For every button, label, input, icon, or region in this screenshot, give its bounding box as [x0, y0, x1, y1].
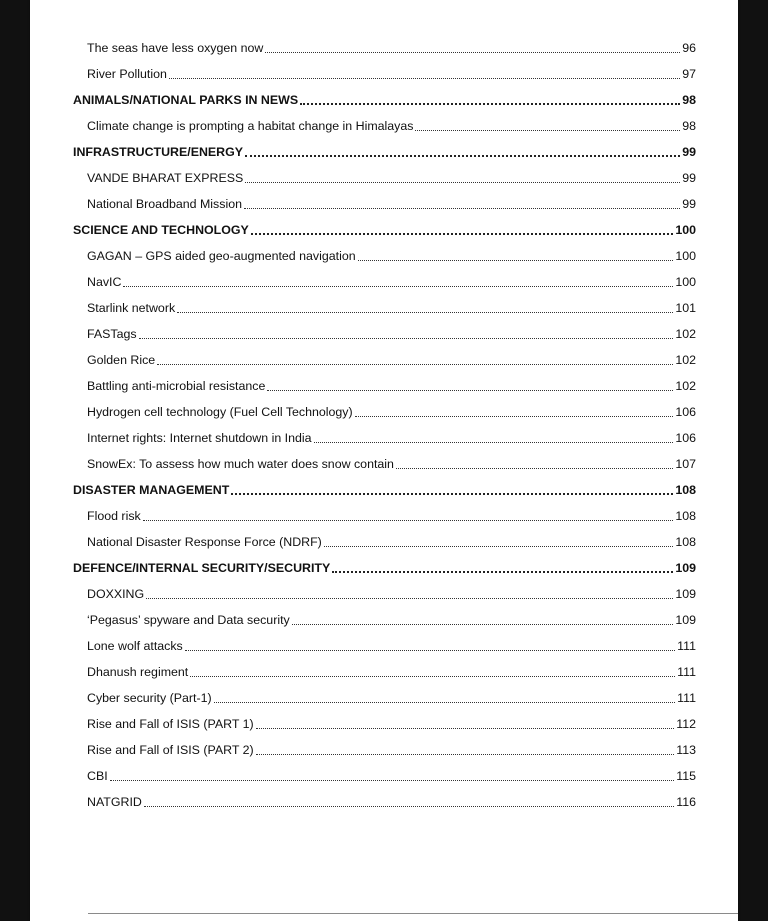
toc-entry[interactable]: [30, 269, 738, 295]
toc-entry[interactable]: [30, 633, 738, 659]
toc-page-number: 101: [675, 301, 696, 315]
dot-leader: [267, 389, 673, 391]
dot-leader: [358, 259, 674, 261]
toc-entry-title: Hydrogen cell technology (Fuel Cell Technology): [87, 405, 353, 419]
toc-page-number: 96: [682, 41, 696, 55]
toc-entry-title: SnowEx: To assess how much water does snow contain: [87, 457, 394, 471]
toc-entry[interactable]: [30, 191, 738, 217]
toc-entry[interactable]: [30, 113, 738, 139]
dot-leader: [139, 337, 674, 339]
toc-entry-title: DEFENCE/INTERNAL SECURITY/SECURITY: [73, 561, 331, 575]
toc-page-number: 108: [675, 483, 696, 497]
dot-leader: [396, 467, 673, 469]
toc-page-number: 102: [675, 379, 696, 393]
toc-page-number: 111: [677, 665, 696, 679]
dot-leader: [314, 441, 674, 443]
toc-entry-title: Rise and Fall of ISIS (PART 2): [87, 743, 254, 757]
dot-leader: [256, 753, 675, 755]
toc-page-number: 112: [676, 717, 696, 731]
toc-page-number: 102: [675, 353, 696, 367]
toc-entry-title: NATGRID: [87, 795, 142, 809]
toc-page-number: 111: [677, 691, 696, 705]
toc-entry[interactable]: [30, 373, 738, 399]
toc-entry-title: National Broadband Mission: [87, 197, 242, 211]
toc-page-number: 113: [676, 743, 696, 757]
toc-page-number: 97: [682, 67, 696, 81]
toc-entry-title: Climate change is prompting a habitat change in Himalayas: [87, 119, 414, 133]
toc-entry-title: Starlink network: [87, 301, 176, 315]
toc-entry-title: Dhanush regiment: [87, 665, 189, 679]
toc-section-heading[interactable]: [30, 217, 738, 243]
dot-leader: [110, 779, 675, 781]
toc-entry[interactable]: [30, 425, 738, 451]
toc-entry-title: DISASTER MANAGEMENT: [73, 483, 230, 497]
toc-entry-title: CBI: [87, 769, 108, 783]
dot-leader: [245, 181, 680, 183]
toc-page-number: 116: [676, 795, 696, 809]
toc-entry[interactable]: [30, 581, 738, 607]
toc-page-number: 100: [675, 275, 696, 289]
toc-page-number: 100: [675, 249, 696, 263]
dot-leader: [190, 675, 675, 677]
toc-page-number: 109: [675, 613, 696, 627]
toc-entry[interactable]: [30, 659, 738, 685]
toc-entry[interactable]: [30, 737, 738, 763]
toc-entry[interactable]: [30, 243, 738, 269]
toc-entry[interactable]: [30, 35, 738, 61]
toc-entry[interactable]: [30, 347, 738, 373]
toc-entry-title: VANDE BHARAT EXPRESS: [87, 171, 244, 185]
toc-page-number: 99: [682, 197, 696, 211]
document-page: [30, 0, 738, 921]
toc-entry-title: The seas have less oxygen now: [87, 41, 264, 55]
dot-leader: [144, 805, 674, 807]
dot-leader: [251, 232, 674, 235]
toc-entry[interactable]: [30, 321, 738, 347]
toc-entry[interactable]: [30, 607, 738, 633]
toc-entry-title: SCIENCE AND TECHNOLOGY: [73, 223, 249, 237]
toc-entry[interactable]: [30, 451, 738, 477]
toc-page-number: 100: [675, 223, 696, 237]
toc-entry-title: FASTags: [87, 327, 137, 341]
dot-leader: [324, 545, 674, 547]
toc-entry[interactable]: [30, 61, 738, 87]
dot-leader: [256, 727, 675, 729]
toc-entry-title: INFRASTRUCTURE/ENERGY: [73, 145, 244, 159]
toc-page-number: 98: [682, 93, 696, 107]
toc-page-number: 102: [675, 327, 696, 341]
toc-page-number: 115: [676, 769, 696, 783]
page-divider: [88, 913, 738, 914]
toc-entry[interactable]: [30, 503, 738, 529]
toc-page-number: 99: [682, 145, 696, 159]
toc-entry[interactable]: [30, 295, 738, 321]
toc-section-heading[interactable]: [30, 477, 738, 503]
toc-entry-title: ‘Pegasus’ spyware and Data security: [87, 613, 290, 627]
dot-leader: [355, 415, 674, 417]
dot-leader: [157, 363, 673, 365]
toc-entry-title: DOXXING: [87, 587, 145, 601]
toc-entry-title: ANIMALS/NATIONAL PARKS IN NEWS: [73, 93, 299, 107]
dot-leader: [177, 311, 673, 313]
toc-page-number: 107: [675, 457, 696, 471]
toc-entry-title: GAGAN – GPS aided geo-augmented navigation: [87, 249, 356, 263]
dot-leader: [146, 597, 673, 599]
dot-leader: [244, 207, 680, 209]
toc-page-number: 98: [682, 119, 696, 133]
table-of-contents: [30, 35, 738, 815]
toc-entry[interactable]: [30, 165, 738, 191]
toc-page-number: 99: [682, 171, 696, 185]
toc-entry-title: Lone wolf attacks: [87, 639, 183, 653]
dot-leader: [415, 129, 680, 131]
toc-entry-title: Cyber security (Part-1): [87, 691, 212, 705]
toc-entry-title: National Disaster Response Force (NDRF): [87, 535, 322, 549]
dot-leader: [214, 701, 676, 703]
toc-page-number: 106: [675, 405, 696, 419]
dot-leader: [245, 154, 680, 157]
toc-page-number: 108: [675, 509, 696, 523]
dot-leader: [169, 77, 680, 79]
toc-entry[interactable]: [30, 685, 738, 711]
dot-leader: [123, 285, 673, 287]
dot-leader: [292, 623, 674, 625]
dot-leader: [185, 649, 675, 651]
toc-page-number: 108: [675, 535, 696, 549]
toc-entry-title: Battling anti-microbial resistance: [87, 379, 266, 393]
toc-page-number: 106: [675, 431, 696, 445]
dot-leader: [332, 570, 673, 573]
dot-leader: [265, 51, 680, 53]
dot-leader: [231, 492, 673, 495]
toc-entry[interactable]: [30, 789, 738, 815]
toc-section-heading[interactable]: [30, 139, 738, 165]
toc-entry-title: NavIC: [87, 275, 122, 289]
toc-entry[interactable]: [30, 763, 738, 789]
toc-section-heading[interactable]: [30, 555, 738, 581]
toc-section-heading[interactable]: [30, 87, 738, 113]
toc-page-number: 109: [675, 587, 696, 601]
toc-entry[interactable]: [30, 529, 738, 555]
toc-entry-title: Flood risk: [87, 509, 141, 523]
toc-page-number: 109: [675, 561, 696, 575]
toc-entry[interactable]: [30, 399, 738, 425]
toc-entry-title: Golden Rice: [87, 353, 156, 367]
toc-page-number: 111: [677, 639, 696, 653]
dot-leader: [300, 102, 680, 105]
toc-entry-title: Internet rights: Internet shutdown in India: [87, 431, 312, 445]
toc-entry[interactable]: [30, 711, 738, 737]
toc-entry-title: River Pollution: [87, 67, 167, 81]
toc-entry-title: Rise and Fall of ISIS (PART 1): [87, 717, 254, 731]
dot-leader: [143, 519, 674, 521]
